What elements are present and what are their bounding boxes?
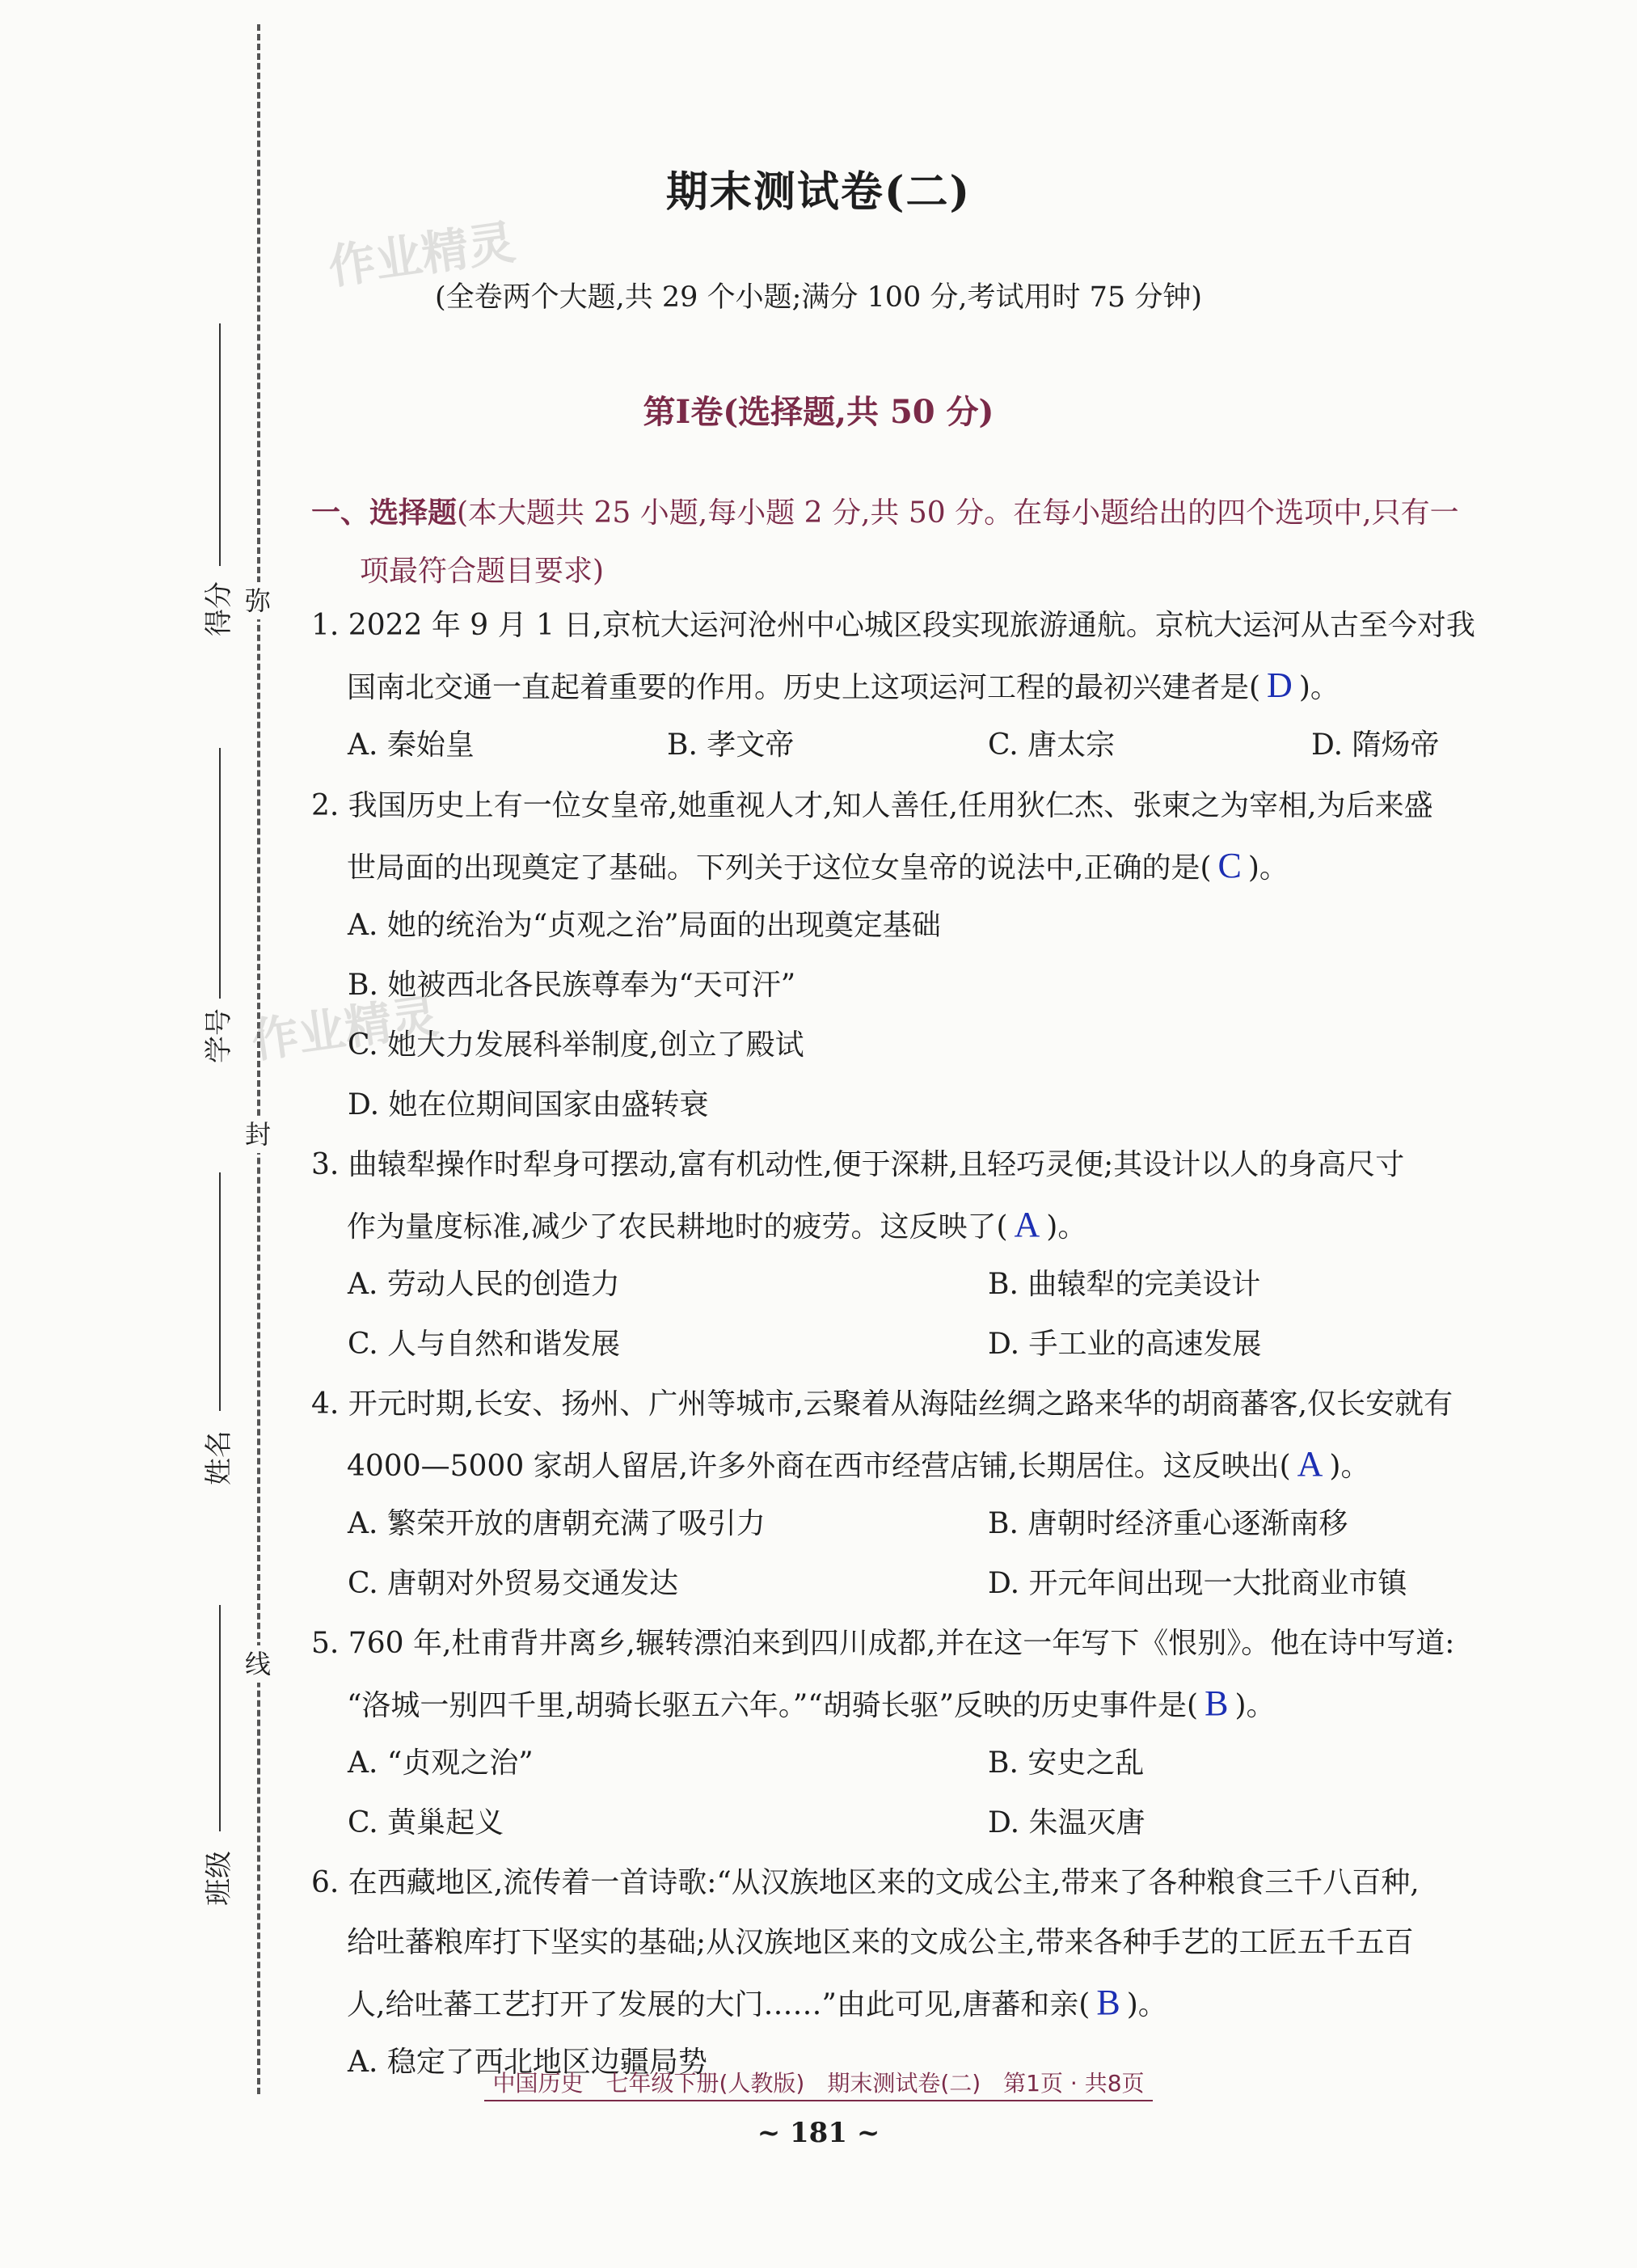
field-label-student-id: 学号 [203,1008,235,1063]
question-5-line-2: “洛城一别四千里,胡骑长驱五六年。”“胡骑长驱”反映的历史事件是( [347,1689,1199,1722]
seal-char-mi: 弥 [239,582,276,619]
section-lead: 一、选择题 [311,496,458,530]
section-instruction [311,484,1572,601]
question-3-line-1: 3. 曲辕犁操作时犁身可摆动,富有机动性,便于深耕,且轻巧灵便;其设计以人的身高尺寸 [311,1148,1405,1181]
question-2-option-c: C. 她大力发展科举制度,创立了殿试 [348,1028,804,1062]
question-4: 4. 开元时期,长安、扬州、广州等城市,云聚着从海陆丝绸之路来华的胡商蕃客,仅长安就有 4000—5000 家胡人留居,许多外商在西市经营店铺,长期居住。这反映出( A )。 [311,1375,1576,1497]
question-4-option-d: D. 开元年间出现一大批商业市镇 [988,1567,1407,1600]
question-5-option-d: D. 朱温灭唐 [988,1806,1145,1839]
question-1-option-b: B. 孝文帝 [667,729,795,762]
field-label-score: 得分 [203,581,235,636]
question-1-option-d: D. 隋炀帝 [1311,729,1440,762]
question-3-answer: A [1014,1205,1040,1244]
question-4-option-a: A. 繁荣开放的唐朝充满了吸引力 [348,1507,766,1540]
question-3-option-d: D. 手工业的高速发展 [988,1328,1262,1361]
question-3-option-b: B. 曲辕犁的完美设计 [988,1268,1261,1301]
score-line [219,323,221,566]
question-6-line-3: 人,给吐蕃工艺打开了发展的大门……”由此可见,唐蕃和亲( [347,1988,1091,2021]
question-5: 5. 760 年,杜甫背井离乡,辗转漂泊来到四川成都,并在这一年写下《恨别》。他在诗中写道: “洛城一别四千里,胡骑长驱五六年。”“胡骑长驱”反映的历史事件是( B )。 [311,1614,1576,1736]
seal-char-xian: 线 [239,1645,276,1683]
exam-title: 期末测试卷(二) [665,167,972,217]
question-2-option-d: D. 她在位期间国家由盛转衰 [348,1088,709,1121]
question-4-line-1: 4. 开元时期,长安、扬州、广州等城市,云聚着从海陆丝绸之路来华的胡商蕃客,仅长安就有 [311,1387,1453,1421]
question-5-option-b: B. 安史之乱 [988,1746,1145,1780]
question-6-option-a: A. 稳定了西北地区边疆局势 [348,2046,707,2079]
question-5-option-c: C. 黄巢起义 [348,1806,504,1839]
page-number: ~ 181 ~ [757,2117,880,2149]
question-1-line-2: 国南北交通一直起着重要的作用。历史上这项运河工程的最初兴建者是( [347,671,1261,704]
question-1-line-1: 1. 2022 年 9 月 1 日,京杭大运河沧州中心城区段实现旅游通航。京杭大运河从古至今对我 [311,609,1475,642]
question-1-answer: D [1267,665,1293,705]
question-6: 6. 在西藏地区,流传着一首诗歌:“从汉族地区来的文成公主,带来了各种粮食三千八百种, 给吐蕃粮库打下坚实的基础;从汉族地区来的文成公主,带来各种手艺的工匠五千五百 人,给吐蕃工艺打开了发展的大门……”由此可见,唐蕃和亲( B )。 [311,1853,1576,2035]
section-line-1: (本大题共 25 小题,每小题 2 分,共 50 分。在每小题给出的四个选项中,只有一 [457,496,1459,530]
question-2-option-a: A. 她的统治为“贞观之治”局面的出现奠定基础 [348,909,941,942]
footer-info [0,2066,1637,2098]
field-label-class: 班级 [203,1851,235,1906]
question-6-line-2: 给吐蕃粮库打下坚实的基础;从汉族地区来的文成公主,带来各种手艺的工匠五千五百 [347,1926,1414,1959]
name-line [219,1172,221,1411]
question-2-line-2: 世局面的出现奠定了基础。下列关于这位女皇帝的说法中,正确的是( [347,851,1212,885]
question-5-option-a: A. “贞观之治” [348,1746,534,1780]
question-1-option-a: A. 秦始皇 [348,729,475,762]
question-2: 2. 我国历史上有一位女皇帝,她重视人才,知人善任,任用狄仁杰、张柬之为宰相,为后来盛 世局面的出现奠定了基础。下列关于这位女皇帝的说法中,正确的是( C )。 [311,776,1576,898]
field-label-name: 姓名 [203,1430,235,1485]
part-heading: 第Ⅰ卷(选择题,共 50 分) [643,393,994,431]
question-5-line-1: 5. 760 年,杜甫背井离乡,辗转漂泊来到四川成都,并在这一年写下《恨别》。他在诗中写道: [311,1627,1455,1660]
question-3-line-2: 作为量度标准,减少了农民耕地时的疲劳。这反映了( [347,1210,1008,1244]
question-3-option-a: A. 劳动人民的创造力 [348,1268,620,1301]
question-6-line-1: 6. 在西藏地区,流传着一首诗歌:“从汉族地区来的文成公主,带来了各种粮食三千八百种, [311,1866,1420,1899]
question-3-option-c: C. 人与自然和谐发展 [348,1328,621,1361]
class-line [219,1605,221,1831]
question-4-answer: A [1297,1444,1323,1484]
section-line-2: 项最符合题目要求) [360,555,605,588]
seal-char-feng: 封 [239,1116,276,1153]
exam-subtitle: (全卷两个大题,共 29 个小题;满分 100 分,考试用时 75 分钟) [435,281,1202,314]
footer-text: 中国历史 七年级下册(人教版) 期末测试卷(二) 第1页 · 共8页 [484,2070,1152,2101]
question-4-option-b: B. 唐朝时经济重心逐渐南移 [988,1507,1348,1540]
question-4-option-c: C. 唐朝对外贸易交通发达 [348,1567,679,1600]
student-id-line [219,748,221,999]
question-1: 1. 2022 年 9 月 1 日,京杭大运河沧州中心城区段实现旅游通航。京杭大运河从古至今对我 国南北交通一直起着重要的作用。历史上这项运河工程的最初兴建者是( D )。 [311,596,1576,718]
question-2-answer: C [1217,846,1242,885]
question-5-answer: B [1205,1683,1229,1723]
question-2-option-b: B. 她被西北各民族尊奉为“天可汗” [348,969,796,1002]
question-2-line-1: 2. 我国历史上有一位女皇帝,她重视人才,知人善任,任用狄仁杰、张柬之为宰相,为后来盛 [311,789,1433,822]
question-3: 3. 曲辕犁操作时犁身可摆动,富有机动性,便于深耕,且轻巧灵便;其设计以人的身高尺寸 作为量度标准,减少了农民耕地时的疲劳。这反映了( A )。 [311,1135,1576,1257]
watermark: 作业精灵 [248,988,442,1069]
question-6-answer: B [1096,1983,1120,2022]
watermark: 作业精灵 [325,214,519,295]
question-4-line-2: 4000—5000 家胡人留居,许多外商在西市经营店铺,长期居住。这反映出( [347,1450,1291,1483]
question-1-option-c: C. 唐太宗 [988,729,1116,762]
